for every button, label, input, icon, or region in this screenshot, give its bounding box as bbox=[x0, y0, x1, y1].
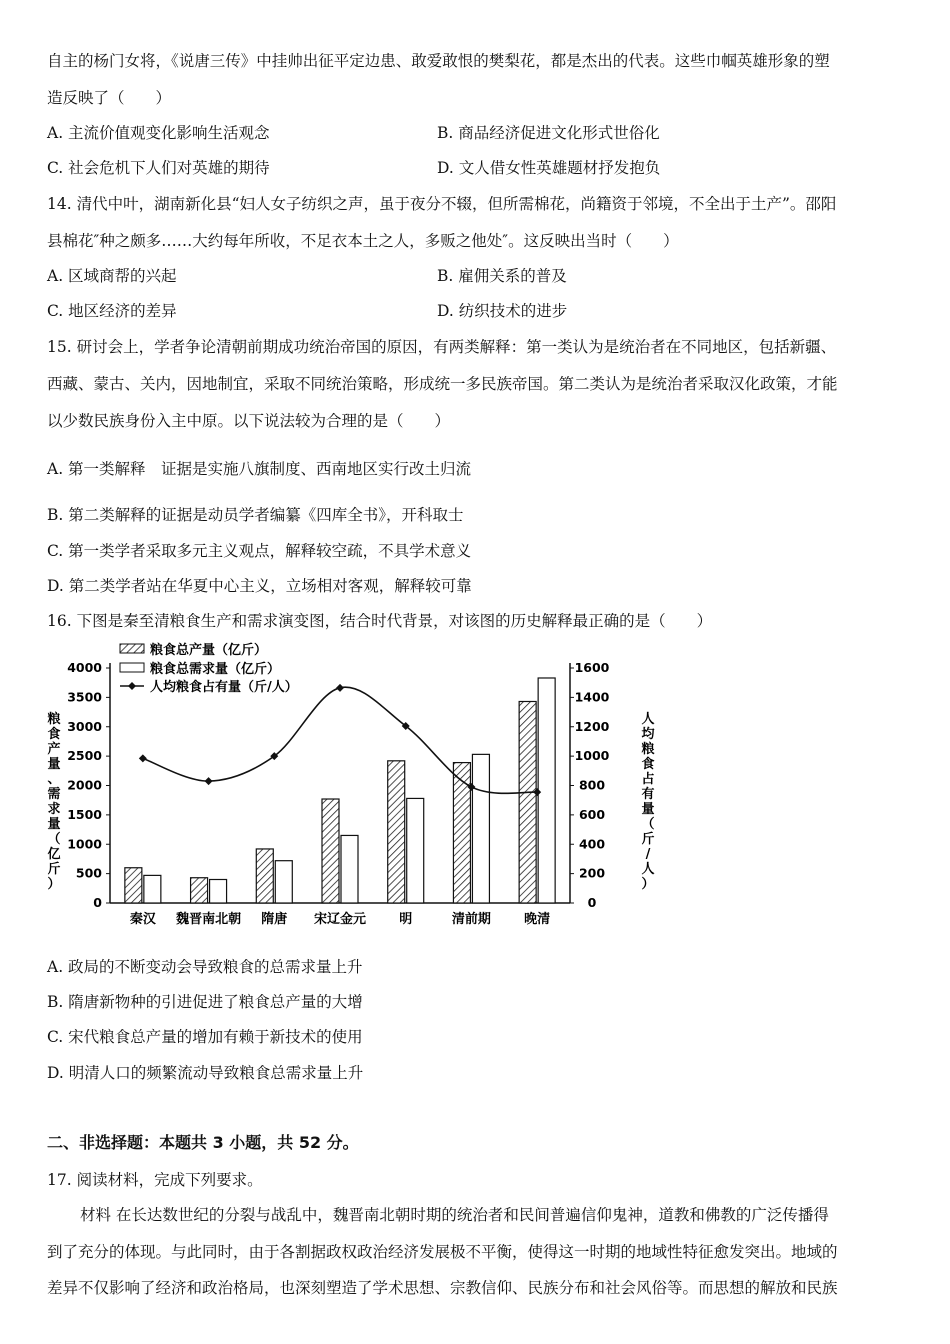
y-tick-label-left: 1000 bbox=[67, 836, 102, 852]
y-tick-label-right: 800 bbox=[578, 777, 606, 793]
y-tick-label-right: 400 bbox=[578, 836, 606, 852]
svg-text:产: 产 bbox=[47, 742, 61, 757]
q13-stem-line2: 造反映了（ ） bbox=[47, 89, 172, 107]
svg-text:食: 食 bbox=[641, 757, 655, 772]
x-tick-label: 明 bbox=[399, 912, 413, 927]
q14-option-c[interactable]: C. 地区经济的差异 bbox=[47, 302, 177, 320]
q14-stem-line1: 14. 清代中叶，湖南新化县“妇人女子纺织之声，虽于夜分不辍，但所需棉花，尚籍资于邻境，不全出于土产”。邵阳 bbox=[47, 195, 837, 213]
bar-demand bbox=[538, 678, 555, 903]
y-tick-label-right: 1600 bbox=[574, 660, 610, 675]
y-axis-title-left bbox=[47, 711, 60, 892]
q17-material-line2: 到了充分的体现。与此同时，由于各割据政权政治经济发展极不平衡，使得这一时期的地域性特征愈发突出。地域的 bbox=[47, 1243, 838, 1261]
svg-text:量: 量 bbox=[641, 802, 655, 817]
q17-material-line1: 材料 在长达数世纪的分裂与战乱中，魏晋南北朝时期的统治者和民间普遍信仰鬼神，道教和佛教的广泛传播得 bbox=[80, 1206, 829, 1224]
y-axis-title-right bbox=[641, 712, 655, 892]
q16-option-a[interactable]: A. 政局的不断变动会导致粮食的总需求量上升 bbox=[47, 958, 363, 976]
svg-text:量: 量 bbox=[47, 817, 61, 832]
x-tick-label: 魏晋南北朝 bbox=[176, 912, 242, 927]
legend-marker-per-capita bbox=[128, 682, 136, 690]
svg-text:食: 食 bbox=[47, 727, 61, 742]
q15-option-d[interactable]: D. 第二类学者站在华夏中心主义，立场相对客观，解释较可靠 bbox=[47, 577, 472, 595]
y-tick-label-left: 3000 bbox=[67, 718, 102, 734]
y-tick-label-right: 1200 bbox=[574, 718, 610, 734]
svg-text:、: 、 bbox=[47, 772, 61, 787]
svg-text:（: （ bbox=[47, 832, 61, 847]
y-tick-label-left: 0 bbox=[93, 895, 102, 910]
y-tick-label-right: 600 bbox=[578, 806, 606, 822]
svg-text:亿: 亿 bbox=[47, 847, 61, 862]
svg-text:斤: 斤 bbox=[641, 832, 655, 847]
svg-text:人: 人 bbox=[641, 862, 655, 877]
bar-production bbox=[256, 849, 273, 903]
q16-stem: 16. 下图是秦至清粮食生产和需求演变图，结合时代背景，对该图的历史解释最正确的是（ ） bbox=[47, 612, 713, 630]
x-tick-label: 宋辽金元 bbox=[313, 912, 367, 927]
y-tick-label-right: 1400 bbox=[574, 689, 610, 705]
svg-text:量: 量 bbox=[47, 757, 61, 772]
line-point bbox=[205, 777, 213, 785]
q14-option-d[interactable]: D. 纺织技术的进步 bbox=[437, 302, 568, 320]
x-tick-label: 晚清 bbox=[524, 912, 551, 927]
legend-label-production: 粮食总产量（亿斤） bbox=[150, 643, 268, 658]
y-tick-label-left: 2500 bbox=[67, 748, 102, 764]
y-tick-label-left: 2000 bbox=[67, 777, 102, 793]
svg-text:需: 需 bbox=[47, 787, 61, 802]
svg-text:（: （ bbox=[641, 817, 655, 832]
q15-stem-line3: 以少数民族身份入主中原。以下说法较为合理的是（ ） bbox=[47, 412, 451, 430]
q15-stem-line2: 西藏、蒙古、关内，因地制宜，采取不同统治策略，形成统一多民族帝国。第二类认为是统治者采取汉化政策，才能 bbox=[47, 375, 838, 393]
svg-text:）: ） bbox=[641, 877, 655, 892]
q17-material-line3: 差异不仅影响了经济和政治格局，也深刻塑造了学术思想、宗教信仰、民族分布和社会风俗等。而思想的解放和民族 bbox=[47, 1279, 838, 1297]
q13-option-d[interactable]: D. 文人借女性英雄题材抒发抱负 bbox=[437, 159, 661, 177]
y-tick-label-right: 1000 bbox=[574, 748, 610, 764]
svg-text:/: / bbox=[645, 847, 651, 862]
bar-production bbox=[191, 878, 208, 903]
x-tick-label: 秦汉 bbox=[129, 912, 156, 927]
svg-text:粮: 粮 bbox=[47, 712, 61, 727]
q13-option-b[interactable]: B. 商品经济促进文化形式世俗化 bbox=[437, 124, 660, 142]
svg-text:斤: 斤 bbox=[47, 862, 61, 877]
svg-text:均: 均 bbox=[641, 727, 655, 742]
grain-chart bbox=[40, 640, 670, 935]
bar-demand bbox=[341, 835, 358, 903]
y-tick-label-right: 200 bbox=[578, 865, 606, 881]
q16-option-b[interactable]: B. 隋唐新物种的引进促进了粮食总产量的大增 bbox=[47, 993, 363, 1011]
x-tick-label: 隋唐 bbox=[261, 912, 288, 927]
q16-option-c[interactable]: C. 宋代粮食总产量的增加有赖于新技术的使用 bbox=[47, 1028, 363, 1046]
bar-demand bbox=[144, 875, 161, 903]
legend-label-demand: 粮食总需求量（亿斤） bbox=[150, 662, 281, 677]
svg-text:占: 占 bbox=[641, 772, 655, 787]
svg-text:有: 有 bbox=[641, 787, 655, 802]
q13-stem-line1: 自主的杨门女将，《说唐三传》中挂帅出征平定边患、敢爱敢恨的樊梨花，都是杰出的代表。这些巾帼英雄形象的塑 bbox=[47, 52, 830, 70]
bar-demand bbox=[275, 861, 292, 903]
q13-option-c[interactable]: C. 社会危机下人们对英雄的期待 bbox=[47, 159, 270, 177]
q14-stem-line2: 县棉花″种之颇多……大约每年所收，不足衣本土之人，多贩之他处″。这反映出当时（ ） bbox=[47, 232, 679, 250]
q14-option-a[interactable]: A. 区域商帮的兴起 bbox=[47, 267, 177, 285]
svg-text:粮: 粮 bbox=[641, 742, 655, 757]
bar-production bbox=[519, 701, 536, 903]
y-tick-label-left: 4000 bbox=[67, 660, 102, 675]
y-tick-label-left: 500 bbox=[75, 865, 102, 881]
q15-stem-line1: 15. 研讨会上，学者争论清朝前期成功统治帝国的原因，有两类解释：第一类认为是统治者在不同地区，包括新疆、 bbox=[47, 338, 837, 356]
legend-label-per-capita: 人均粮食占有量（斤/人） bbox=[150, 680, 298, 695]
q14-option-b[interactable]: B. 雇佣关系的普及 bbox=[437, 267, 567, 285]
svg-text:）: ） bbox=[47, 877, 61, 892]
q16-option-d[interactable]: D. 明清人口的频繁流动导致粮食总需求量上升 bbox=[47, 1064, 364, 1082]
q17-stem: 17. 阅读材料，完成下列要求。 bbox=[47, 1171, 263, 1189]
svg-text:人: 人 bbox=[641, 712, 655, 727]
y-tick-label-right: 0 bbox=[587, 895, 597, 910]
bar-production bbox=[453, 763, 470, 903]
bar-demand bbox=[472, 754, 489, 903]
legend-swatch-production bbox=[120, 644, 144, 653]
bar-production bbox=[388, 761, 405, 903]
y-tick-label-left: 3500 bbox=[67, 689, 102, 705]
legend-swatch-demand bbox=[120, 663, 144, 672]
bar-demand bbox=[210, 880, 227, 904]
bar-production bbox=[322, 799, 339, 903]
x-tick-label: 清前期 bbox=[451, 912, 491, 927]
bar-demand bbox=[407, 798, 424, 903]
section-heading: 二、非选择题：本题共 3 小题，共 52 分。 bbox=[47, 1133, 359, 1152]
line-point bbox=[336, 684, 344, 692]
svg-text:求: 求 bbox=[47, 802, 61, 817]
q15-option-c[interactable]: C. 第一类学者采取多元主义观点，解释较空疏，不具学术意义 bbox=[47, 542, 472, 560]
q13-option-a[interactable]: A. 主流价值观变化影响生活观念 bbox=[47, 124, 270, 142]
q15-option-a[interactable]: A. 第一类解释 证据是实施八旗制度、西南地区实行改土归流 bbox=[47, 460, 472, 478]
line-point bbox=[139, 754, 147, 762]
q15-option-b[interactable]: B. 第二类解释的证据是动员学者编纂《四库全书》，开科取士 bbox=[47, 506, 464, 524]
y-tick-label-left: 1500 bbox=[67, 806, 102, 822]
bar-production bbox=[125, 868, 142, 903]
